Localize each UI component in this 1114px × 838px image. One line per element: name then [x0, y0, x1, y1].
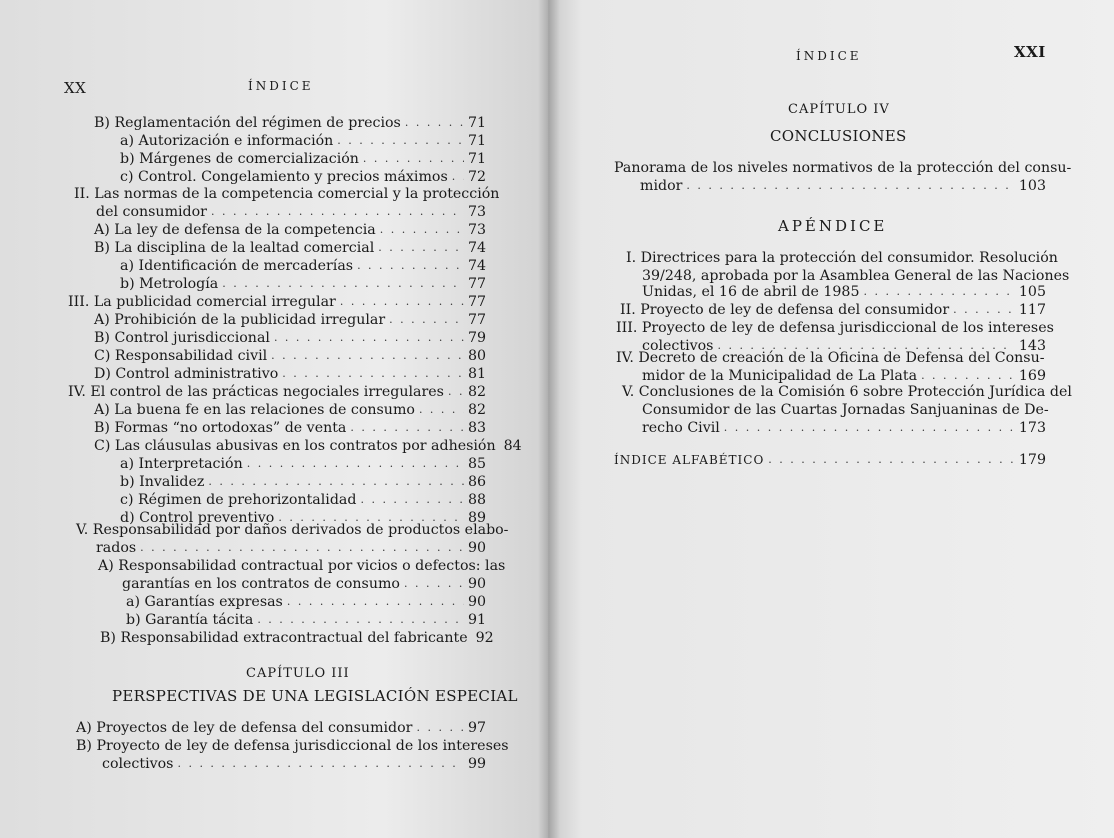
toc-entry: [94, 402, 486, 418]
toc-entry-label: c) Control. Congelamiento y precios máximos: [120, 169, 448, 185]
toc-entry-page: 88: [467, 492, 486, 508]
toc-entry-page: 71: [467, 115, 486, 131]
toc-entry-label: B) La disciplina de la lealtad comercial: [94, 240, 375, 256]
toc-entry-page: 79: [467, 330, 486, 346]
toc-entry-label: III. La publicidad comercial irregular: [68, 294, 336, 310]
toc-entry-page: 80: [467, 348, 486, 364]
toc-entry: [94, 348, 486, 364]
toc-entry-label: a) Garantías expresas: [126, 594, 283, 610]
toc-entry-label-line2: rados: [96, 540, 137, 556]
toc-entry-label-line2: midor: [640, 178, 683, 194]
toc-entry-label-line3: recho Civil: [642, 420, 720, 436]
leader-dots: [448, 384, 464, 400]
chapter-title: CONCLUSIONES: [770, 127, 907, 145]
toc-entry: [94, 330, 486, 346]
toc-entry: [120, 258, 486, 274]
leader-dots: [360, 492, 463, 508]
toc-entry-page: 73: [467, 222, 486, 238]
leader-dots: [921, 368, 1015, 384]
toc-entry-label: B) Responsabilidad extracontractual del fabricante: [100, 630, 468, 646]
leader-dots: [177, 756, 463, 772]
toc-entry-label: B) Reglamentación del régimen de precios: [94, 115, 401, 131]
toc-entry: [94, 438, 522, 454]
toc-entry-label: a) Identificación de mercaderías: [120, 258, 354, 274]
toc-entry-label-line2: Consumidor de las Cuartas Jornadas Sanjuaninas de De-: [642, 402, 1049, 418]
toc-entry-page: 169: [1018, 368, 1046, 384]
toc-entry-page: 117: [1018, 302, 1046, 318]
leader-dots: [140, 540, 464, 556]
toc-entry-page: 71: [467, 133, 486, 149]
toc-entry-page: 77: [467, 294, 486, 310]
leader-dots: [380, 222, 464, 238]
left-page: [0, 0, 548, 838]
leader-dots: [724, 420, 1015, 436]
leader-dots: [340, 294, 464, 310]
toc-entry-label: II. Proyecto de ley de defensa del consumidor: [620, 302, 950, 318]
toc-entry: [642, 420, 1046, 436]
toc-entry-label: b) Garantía tácita: [126, 612, 254, 628]
toc-entry: [94, 312, 486, 328]
toc-entry-label: b) Metrología: [120, 276, 219, 292]
toc-entry-label-line2: colectivos: [642, 338, 714, 354]
leader-dots: [378, 240, 464, 256]
toc-entry-page: 82: [467, 402, 486, 418]
toc-entry: [126, 594, 486, 610]
leader-dots: [416, 720, 463, 736]
toc-entry-page: 77: [467, 312, 486, 328]
leader-dots: [222, 276, 464, 292]
toc-entry: [96, 204, 486, 220]
toc-entry: [120, 151, 486, 167]
toc-entry: [120, 474, 486, 490]
toc-entry-label-line1: II. Las normas de la competencia comercial y la protección: [74, 186, 500, 202]
chapter-label: CAPÍTULO IV: [788, 102, 890, 117]
leader-dots: [363, 151, 464, 167]
toc-entry-label-line1: B) Proyecto de ley de defensa jurisdiccional de los intereses: [76, 738, 509, 754]
toc-entry-page: 179: [1018, 452, 1046, 468]
toc-entry-label-line2: 39/248, aprobada por la Asamblea General de las Naciones: [642, 268, 1070, 284]
toc-entry-label: IV. El control de las prácticas negociales irregulares: [68, 384, 444, 400]
toc-entry: [126, 612, 486, 628]
toc-entry: [100, 630, 494, 646]
toc-entry-label: a) Interpretación: [120, 456, 243, 472]
chapter-title: PERSPECTIVAS DE UNA LEGISLACIÓN ESPECIAL: [112, 687, 518, 705]
toc-entry-page: 103: [1018, 178, 1046, 194]
toc-entry-label: a) Autorización e información: [120, 133, 334, 149]
toc-entry-label: A) La buena fe en las relaciones de consumo: [94, 402, 415, 418]
leader-dots: [419, 402, 464, 418]
toc-entry-page: 105: [1018, 284, 1046, 300]
toc-entry-page: 84: [503, 438, 522, 454]
leader-dots: [953, 302, 1015, 318]
toc-entry: [642, 284, 1046, 300]
toc-entry: [76, 720, 486, 736]
toc-entry-page: 72: [467, 169, 486, 185]
toc-entry-page: 73: [467, 204, 486, 220]
toc-entry-page: 77: [467, 276, 486, 292]
toc-entry: [620, 302, 1046, 318]
toc-entry-label: C) Las cláusulas abusivas en los contratos por adhesión: [94, 438, 496, 454]
leader-dots: [357, 258, 464, 274]
leader-dots: [274, 330, 464, 346]
toc-entry: [120, 276, 486, 292]
toc-entry-label: B) Control jurisdiccional: [94, 330, 270, 346]
toc-entry-label: b) Márgenes de comercialización: [120, 151, 359, 167]
toc-entry-label: D) Control administrativo: [94, 366, 279, 382]
toc-entry: [120, 456, 486, 472]
toc-entry-label-line1: A) Responsabilidad contractual por vicios o defectos: las: [98, 558, 506, 574]
toc-entry-page: 90: [467, 576, 486, 592]
toc-entry-page: 90: [467, 594, 486, 610]
toc-entry-label: d) Control preventivo: [120, 510, 275, 526]
leader-dots: [247, 456, 464, 472]
toc-entry: [94, 115, 486, 131]
leader-dots: [337, 133, 464, 149]
alpha-index-label: ÍNDICE ALFABÉTICO: [614, 453, 765, 467]
toc-entry: [120, 492, 486, 508]
book-gutter: [538, 0, 560, 838]
leader-dots: [389, 312, 464, 328]
toc-entry: [68, 384, 486, 400]
toc-entry-label-line3: Unidas, el 16 de abril de 1985: [642, 284, 860, 300]
toc-entry-page: 90: [467, 540, 486, 556]
toc-entry-page: 173: [1018, 420, 1046, 436]
toc-entry-label-line2: del consumidor: [96, 204, 207, 220]
toc-entry-page: 85: [467, 456, 486, 472]
toc-entry-page: 143: [1018, 338, 1046, 354]
toc-entry-label-line1: V. Conclusiones de la Comisión 6 sobre Protección Jurídica del: [622, 384, 1072, 400]
right-page: [548, 0, 1114, 838]
toc-entry-page: 92: [475, 630, 494, 646]
toc-entry: [96, 540, 486, 556]
toc-entry-label-line1: V. Responsabilidad por daños derivados de productos elabo-: [76, 522, 509, 538]
running-head: ÍNDICE: [796, 49, 862, 63]
toc-entry: [94, 366, 486, 382]
leader-dots: [452, 169, 464, 185]
toc-entry-label: b) Invalidez: [120, 474, 205, 490]
leader-dots: [211, 204, 464, 220]
toc-entry-label: B) Formas “no ortodoxas” de venta: [94, 420, 347, 436]
toc-entry-page: 97: [467, 720, 486, 736]
toc-entry-label: C) Responsabilidad civil: [94, 348, 268, 364]
toc-entry-label-line2: colectivos: [102, 756, 174, 772]
running-head: ÍNDICE: [248, 79, 314, 93]
toc-entry-label-line1: IV. Decreto de creación de la Oficina de Defensa del Consu-: [616, 350, 1045, 366]
leader-dots: [404, 576, 464, 592]
toc-entry-label: A) Prohibición de la publicidad irregular: [94, 312, 386, 328]
toc-entry-label-line2: midor de la Municipalidad de La Plata: [642, 368, 918, 384]
toc-entry: [614, 452, 1046, 468]
toc-entry: [120, 133, 486, 149]
leader-dots: [257, 612, 464, 628]
toc-entry-label-line1: III. Proyecto de ley de defensa jurisdiccional de los intereses: [616, 320, 1054, 336]
toc-entry-page: 82: [467, 384, 486, 400]
leader-dots: [686, 178, 1015, 194]
toc-entry: [94, 240, 486, 256]
toc-entry-page: 81: [467, 366, 486, 382]
toc-entry-label: A) La ley de defensa de la competencia: [94, 222, 376, 238]
leader-dots: [863, 284, 1014, 300]
toc-entry-page: 83: [467, 420, 486, 436]
toc-entry-page: 71: [467, 151, 486, 167]
toc-entry-page: 74: [467, 240, 486, 256]
toc-entry: [640, 178, 1046, 194]
toc-entry: [122, 576, 486, 592]
toc-entry: [120, 169, 486, 185]
leader-dots: [350, 420, 464, 436]
toc-entry-label-line1: I. Directrices para la protección del consumidor. Resolución: [626, 250, 1058, 266]
toc-entry: [94, 222, 486, 238]
leader-dots: [282, 366, 464, 382]
toc-entry: [68, 294, 486, 310]
toc-entry-page: 86: [467, 474, 486, 490]
toc-entry-label-line1: Panorama de los niveles normativos de la protección del consu-: [614, 160, 1072, 176]
leader-dots: [287, 594, 464, 610]
page-number: XX: [64, 79, 87, 97]
appendix-title: APÉNDICE: [778, 217, 888, 235]
toc-entry-label: A) Proyectos de ley de defensa del consumidor: [76, 720, 413, 736]
leader-dots: [271, 348, 464, 364]
toc-entry-page: 99: [467, 756, 486, 772]
chapter-label: CAPÍTULO III: [246, 666, 350, 681]
toc-entry-page: 74: [467, 258, 486, 274]
toc-entry-label: c) Régimen de prehorizontalidad: [120, 492, 357, 508]
toc-entry-page: 89: [467, 510, 486, 526]
toc-entry: [94, 420, 486, 436]
leader-dots: [768, 452, 1015, 468]
page-number: XXI: [1014, 43, 1046, 61]
toc-entry-page: 91: [467, 612, 486, 628]
leader-dots: [208, 474, 464, 490]
leader-dots: [405, 115, 464, 131]
toc-entry: [642, 368, 1046, 384]
toc-entry-label-line2: garantías en los contratos de consumo: [122, 576, 400, 592]
toc-entry: [102, 756, 486, 772]
